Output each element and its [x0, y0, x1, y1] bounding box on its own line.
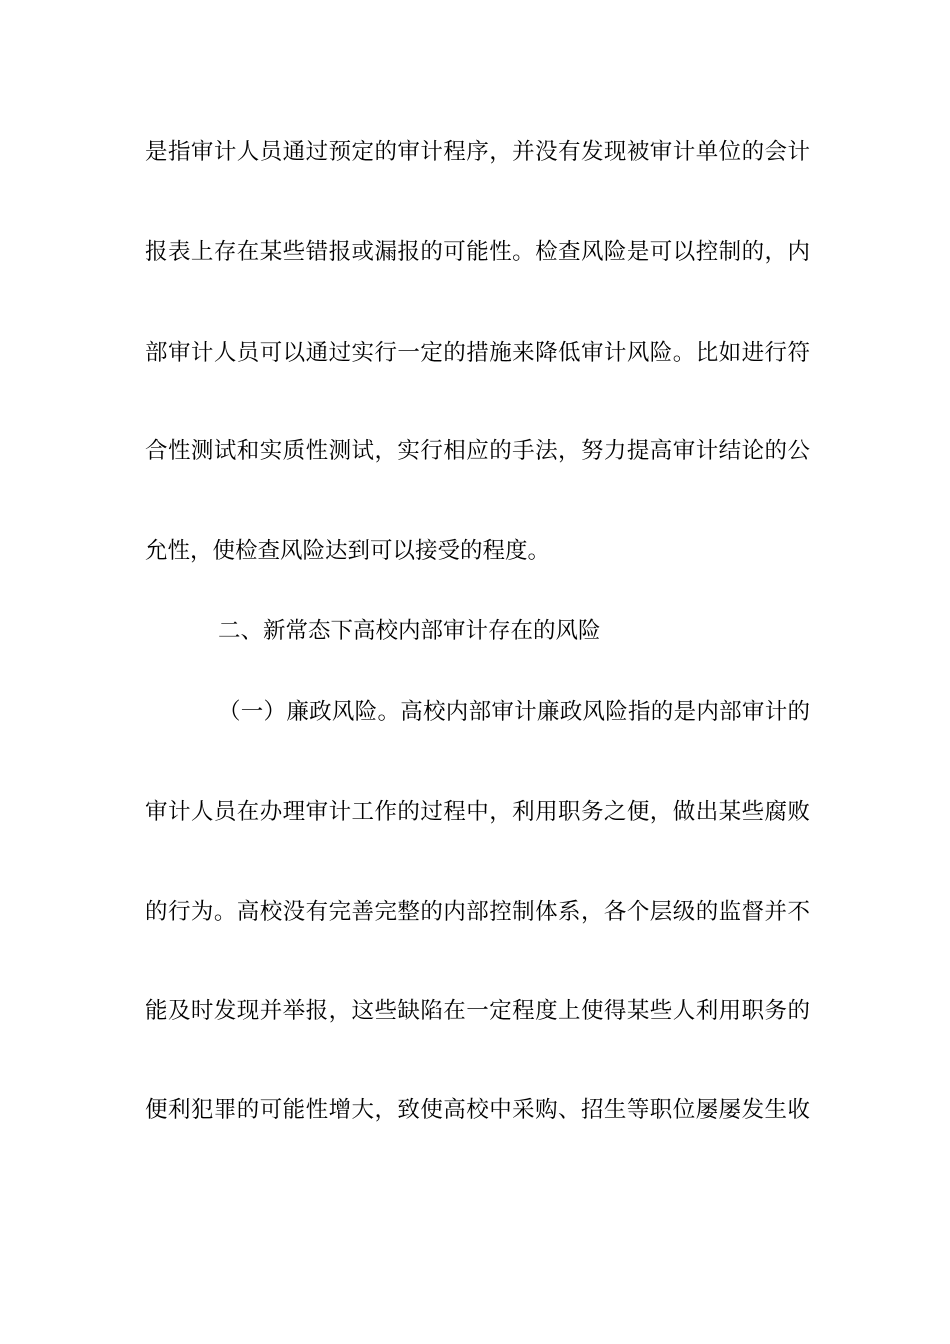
paragraph-line: 报表上存在某些错报或漏报的可能性。检查风险是可以控制的，内	[145, 239, 810, 265]
paragraph-line: 的行为。高校没有完善完整的内部控制体系，各个层级的监督并不	[145, 899, 810, 925]
paragraph-line: 允性，使检查风险达到可以接受的程度。	[145, 538, 551, 564]
paragraph-line: 能及时发现并举报，这些缺陷在一定程度上使得某些人利用职务的	[145, 998, 810, 1024]
paragraph-line: 审计人员在办理审计工作的过程中，利用职务之便，做出某些腐败	[145, 799, 810, 825]
paragraph-line: 部审计人员可以通过实行一定的措施来降低审计风险。比如进行符	[145, 340, 810, 366]
paragraph-line: 便利犯罪的可能性增大，致使高校中采购、招生等职位屡屡发生收	[145, 1097, 810, 1123]
paragraph-line: 合性测试和实质性测试，实行相应的手法，努力提高审计结论的公	[145, 438, 810, 464]
paragraph-line: （一）廉政风险。高校内部审计廉政风险指的是内部审计的	[218, 699, 810, 725]
paragraph-line: 是指审计人员通过预定的审计程序，并没有发现被审计单位的会计	[145, 139, 810, 165]
section-heading: 二、新常态下高校内部审计存在的风险	[218, 618, 601, 644]
